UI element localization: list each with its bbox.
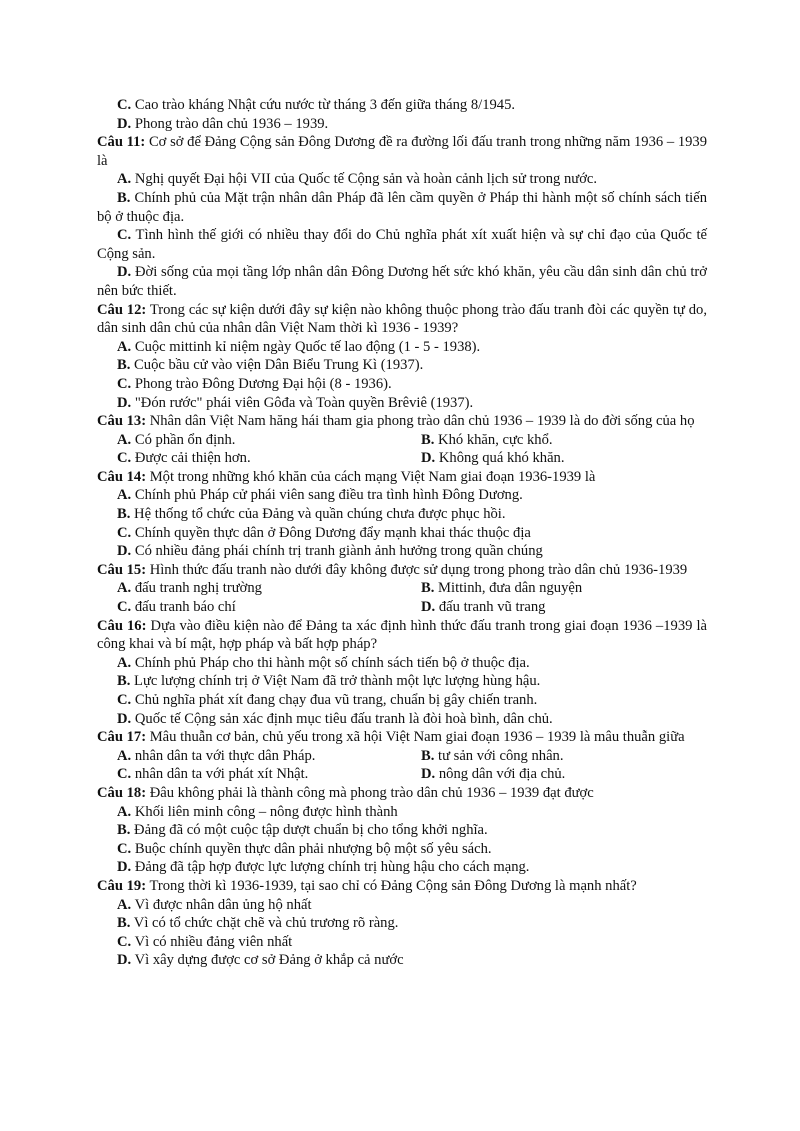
question-label: Câu 15: <box>97 561 147 578</box>
answer-option <box>97 542 707 561</box>
answer-option-row <box>97 747 707 766</box>
answer-option <box>97 672 707 691</box>
option-text: đấu tranh vũ trang <box>435 599 546 616</box>
option-text: Vì được nhân dân ủng hộ nhất <box>131 896 312 913</box>
option-text: Chính phủ Pháp cho thi hành một số chính sách tiến bộ ở thuộc địa. <box>131 654 530 671</box>
option-text: Phong trào Đông Dương Đại hội (8 - 1936). <box>131 375 392 392</box>
answer-option-row <box>97 449 707 468</box>
answer-option <box>97 170 707 189</box>
answer-option <box>97 505 707 524</box>
answer-option <box>421 598 545 617</box>
question-stem <box>97 877 707 896</box>
answer-option <box>97 710 707 729</box>
option-label: C. <box>117 599 132 616</box>
option-label: D. <box>117 543 132 560</box>
answer-option-row <box>97 579 707 598</box>
question-label: Câu 13: <box>97 413 147 430</box>
option-label: D. <box>117 264 132 281</box>
answer-option <box>421 449 565 468</box>
option-label: A. <box>117 431 132 448</box>
option-text: Phong trào dân chủ 1936 – 1939. <box>131 115 329 132</box>
option-label: A. <box>117 803 132 820</box>
option-text: Chủ nghĩa phát xít đang chạy đua vũ trang, chuẩn bị gây chiến tranh. <box>131 692 538 708</box>
option-text: Khó khăn, cực khổ. <box>434 431 553 448</box>
answer-option <box>97 896 707 915</box>
question-text: Nhân dân Việt Nam hăng hái tham gia phong trào dân chủ 1936 – 1939 là do đời sống của họ <box>146 413 695 430</box>
option-text: Cao trào kháng Nhật cứu nước từ tháng 3 đến giữa tháng 8/1945. <box>131 97 516 113</box>
option-text: nhân dân ta với phát xít Nhật. <box>131 766 309 783</box>
option-label: D. <box>117 859 132 876</box>
option-text: Lực lượng chính trị ở Việt Nam đã trở thành một lực lượng hùng hậu. <box>130 673 541 690</box>
option-label: A. <box>117 580 132 597</box>
option-text: Chính phủ của Mặt trận nhân dân Pháp đã lên cầm quyền ở Pháp thi hành một số chính sách tiến bộ ở thuộc địa. <box>97 189 707 225</box>
option-label: D. <box>117 394 132 411</box>
option-label: B. <box>117 189 131 206</box>
question-text: Trong thời kì 1936-1939, tại sao chỉ có Đảng Cộng sản Đông Dương là mạnh nhất? <box>146 877 637 894</box>
question-stem <box>97 784 707 803</box>
answer-option <box>97 338 707 357</box>
option-label: B. <box>117 673 131 690</box>
option-label: C. <box>117 840 132 857</box>
option-text: Cuộc mittinh kỉ niệm ngày Quốc tế lao động (1 - 5 - 1938). <box>131 338 481 355</box>
option-text: Buộc chính quyền thực dân phải nhượng bộ một số yêu sách. <box>131 840 492 857</box>
answer-option <box>97 654 707 673</box>
answer-option <box>97 914 707 933</box>
option-text: Vì có nhiều đảng viên nhất <box>131 933 293 950</box>
question-text: Dựa vào điều kiện nào để Đảng ta xác định hình thức đấu tranh trong giai đoạn 1936 –1939 là công khai và bí mật, hợp pháp và bất hợp pháp? <box>97 617 707 653</box>
question-label: Câu 11: <box>97 134 146 151</box>
option-label: B. <box>421 431 435 448</box>
option-text: nông dân với địa chủ. <box>435 766 566 783</box>
option-text: Vì có tổ chức chặt chẽ và chủ trương rõ ràng. <box>130 915 399 932</box>
option-text: Nghị quyết Đại hội VII của Quốc tế Cộng sản và hoàn cảnh lịch sử trong nước. <box>131 171 598 188</box>
option-label: A. <box>117 487 132 504</box>
option-label: B. <box>117 357 131 374</box>
option-text: đấu tranh báo chí <box>131 599 236 616</box>
answer-option <box>117 431 421 450</box>
question-stem <box>97 561 707 580</box>
option-text: Có phần ổn định. <box>131 431 236 448</box>
option-label: B. <box>117 822 131 839</box>
option-label: B. <box>421 747 435 764</box>
question-stem <box>97 617 707 654</box>
option-label: C. <box>117 933 132 950</box>
answer-option <box>97 375 707 394</box>
exam-page <box>97 96 707 970</box>
question-label: Câu 12: <box>97 301 147 318</box>
question-text: Hình thức đấu tranh nào dưới đây không được sử dụng trong phong trào dân chủ 1936-1939 <box>146 561 688 578</box>
option-label: A. <box>117 654 132 671</box>
answer-option <box>97 524 707 543</box>
option-label: C. <box>117 97 132 113</box>
answer-option-row <box>97 598 707 617</box>
answer-option <box>421 579 582 598</box>
option-label: C. <box>117 375 132 392</box>
option-label: D. <box>421 599 436 616</box>
question-text: Cơ sở để Đảng Cộng sản Đông Dương đề ra đường lối đấu tranh trong những năm 1936 – 1939 là <box>97 134 708 169</box>
answer-option <box>97 226 707 263</box>
answer-option <box>97 951 707 970</box>
answer-option <box>97 486 707 505</box>
option-label: B. <box>421 580 435 597</box>
answer-option <box>97 96 707 115</box>
answer-option <box>97 189 707 226</box>
answer-option <box>97 840 707 859</box>
option-text: nhân dân ta với thực dân Pháp. <box>131 747 316 764</box>
option-text: Mittinh, đưa dân nguyện <box>434 580 583 597</box>
option-text: Có nhiều đảng phái chính trị tranh giành ảnh hưởng trong quần chúng <box>131 543 543 560</box>
option-label: A. <box>117 747 132 764</box>
option-text: Được cải thiện hơn. <box>131 450 251 467</box>
answer-option-row <box>97 431 707 450</box>
question-label: Câu 18: <box>97 784 147 801</box>
option-label: C. <box>117 692 132 708</box>
question-label: Câu 14: <box>97 468 147 485</box>
option-label: C. <box>117 450 132 467</box>
option-text: Không quá khó khăn. <box>435 450 565 467</box>
option-text: đấu tranh nghị trường <box>131 580 262 597</box>
option-label: B. <box>117 915 131 932</box>
answer-option <box>421 747 564 766</box>
answer-option <box>117 449 421 468</box>
answer-option <box>117 598 421 617</box>
answer-option <box>421 431 553 450</box>
option-text: Vì xây dựng được cơ sở Đảng ở khắp cả nước <box>131 952 404 969</box>
option-text: Khối liên minh công – nông được hình thành <box>131 803 398 820</box>
question-stem <box>97 133 707 170</box>
question-text: Trong các sự kiện dưới đây sự kiện nào không thuộc phong trào đấu tranh đòi các quyền tự do, dân sinh dân chủ của nhân dân Việt Nam thời kì 1936 - 1939? <box>97 301 707 337</box>
option-label: D. <box>421 450 436 467</box>
question-stem <box>97 412 707 431</box>
option-text: Đảng đã tập hợp được lực lượng chính trị hùng hậu cho cách mạng. <box>131 859 530 876</box>
question-label: Câu 17: <box>97 729 147 746</box>
option-label: D. <box>117 710 132 727</box>
answer-option <box>117 579 421 598</box>
option-text: Tình hình thế giới có nhiều thay đổi do Chủ nghĩa phát xít xuất hiện và sự chỉ đạo của Quốc tế Cộng sản. <box>97 227 707 262</box>
question-label: Câu 19: <box>97 877 147 894</box>
option-text: Chính quyền thực dân ở Đông Dương đẩy mạnh khai thác thuộc địa <box>131 524 531 541</box>
question-text: Một trong những khó khăn của cách mạng Việt Nam giai đoạn 1936-1939 là <box>146 468 596 485</box>
option-label: D. <box>117 952 132 969</box>
option-text: Đời sống của mọi tầng lớp nhân dân Đông Dương hết sức khó khăn, yêu cầu dân sinh dân chủ trở nên bức thiết. <box>97 264 707 299</box>
answer-option <box>97 821 707 840</box>
option-text: Quốc tế Cộng sản xác định mục tiêu đấu tranh là đòi hoà bình, dân chủ. <box>131 710 553 727</box>
answer-option <box>97 933 707 952</box>
option-label: C. <box>117 524 132 541</box>
option-label: B. <box>117 506 131 523</box>
question-text: Mâu thuẫn cơ bản, chủ yếu trong xã hội Việt Nam giai đoạn 1936 – 1939 là mâu thuẫn giữa <box>146 729 685 746</box>
answer-option <box>97 263 707 300</box>
question-stem <box>97 301 707 338</box>
answer-option <box>421 765 565 784</box>
option-text: Đảng đã có một cuộc tập dượt chuẩn bị cho tổng khởi nghĩa. <box>130 822 488 839</box>
answer-option-row <box>97 765 707 784</box>
option-label: C. <box>117 766 132 783</box>
option-text: Chính phủ Pháp cử phái viên sang điều tra tình hình Đông Dương. <box>131 487 523 504</box>
question-stem <box>97 468 707 487</box>
option-label: D. <box>117 115 132 132</box>
option-label: A. <box>117 896 132 913</box>
option-label: A. <box>117 338 132 355</box>
question-label: Câu 16: <box>97 617 147 634</box>
answer-option <box>97 356 707 375</box>
option-text: tư sản với công nhân. <box>434 747 564 764</box>
option-label: D. <box>421 766 436 783</box>
option-text: Cuộc bầu cử vào viện Dân Biểu Trung Kì (1937). <box>130 357 424 374</box>
answer-option <box>97 115 707 134</box>
option-text: Hệ thống tổ chức của Đảng và quần chúng chưa được phục hồi. <box>130 506 506 523</box>
answer-option <box>97 691 707 710</box>
question-stem <box>97 728 707 747</box>
answer-option <box>97 394 707 413</box>
question-text: Đâu không phải là thành công mà phong trào dân chủ 1936 – 1939 đạt được <box>146 784 594 801</box>
answer-option <box>97 858 707 877</box>
option-text: "Đón rước" phái viên Gôđa và Toàn quyền Brêviê (1937). <box>131 394 474 411</box>
option-label: C. <box>117 227 132 244</box>
answer-option <box>117 747 421 766</box>
option-label: A. <box>117 171 132 188</box>
answer-option <box>117 765 421 784</box>
answer-option <box>97 803 707 822</box>
